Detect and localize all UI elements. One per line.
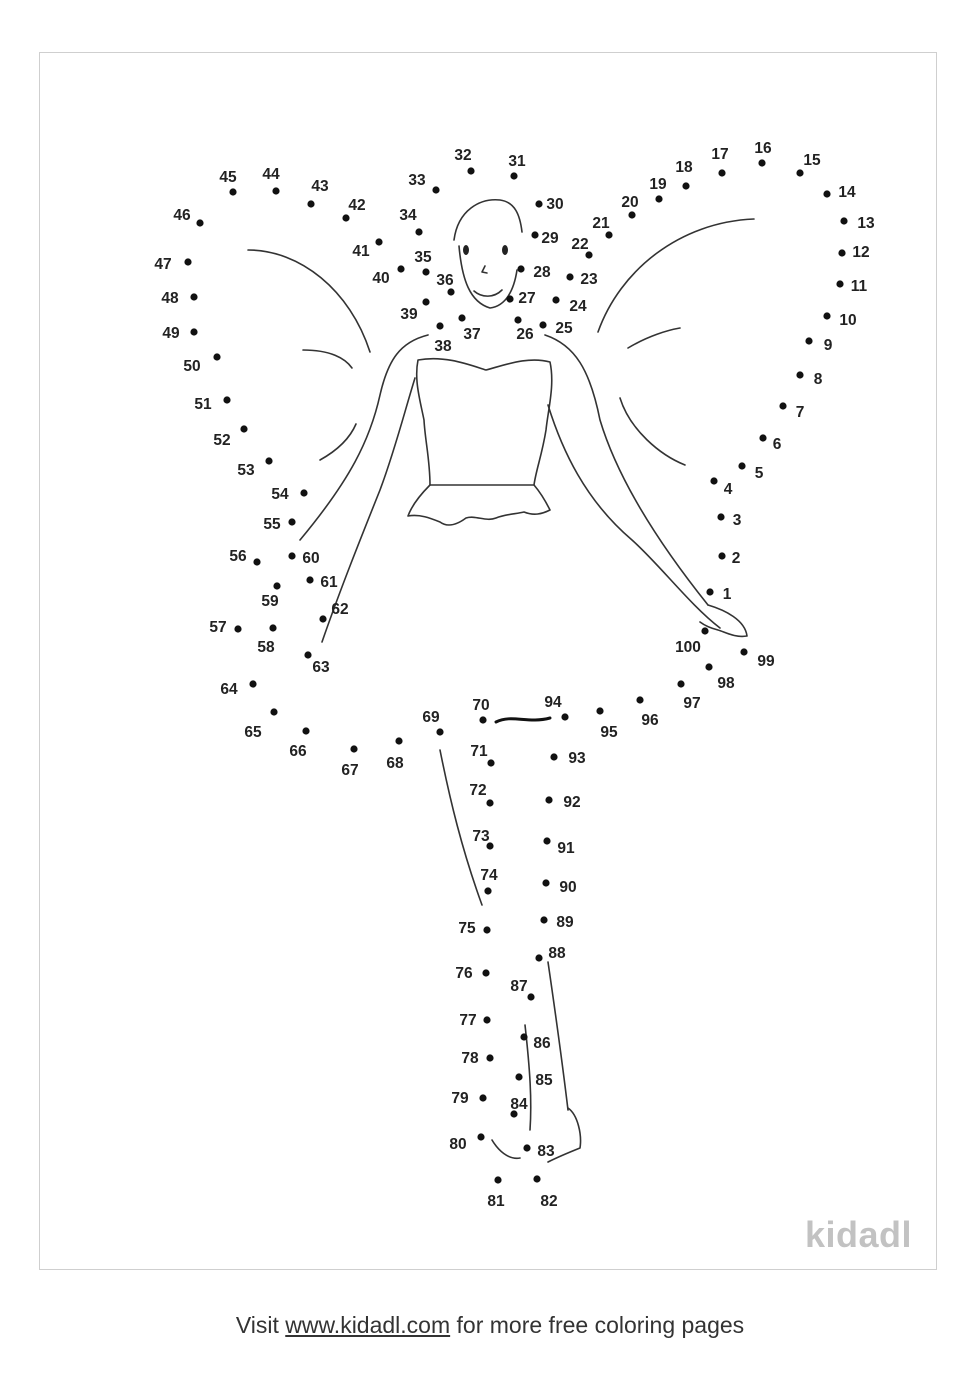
- dot-79: [479, 1094, 486, 1101]
- dot-51: [223, 396, 230, 403]
- dot-14: [823, 190, 830, 197]
- dot-label-79: 79: [451, 1090, 469, 1107]
- dot-label-83: 83: [537, 1143, 555, 1160]
- dot-label-27: 27: [518, 290, 536, 307]
- dot-96: [636, 696, 643, 703]
- dot-label-76: 76: [455, 965, 473, 982]
- dot-54: [300, 489, 307, 496]
- dot-label-7: 7: [795, 404, 805, 421]
- dot-21: [605, 231, 612, 238]
- dot-11: [836, 280, 843, 287]
- dot-8: [796, 371, 803, 378]
- dot-label-91: 91: [557, 840, 575, 857]
- dot-82: [533, 1175, 540, 1182]
- dot-99: [740, 648, 747, 655]
- dot-37: [458, 314, 465, 321]
- dot-label-99: 99: [757, 653, 775, 670]
- dot-12: [838, 249, 845, 256]
- dot-label-16: 16: [754, 140, 772, 157]
- dot-label-21: 21: [592, 215, 610, 232]
- dot-97: [677, 680, 684, 687]
- dot-61: [306, 576, 313, 583]
- right-arm-outer: [545, 335, 708, 605]
- right-wing-mid: [628, 328, 680, 348]
- dot-label-95: 95: [600, 724, 618, 741]
- dot-label-46: 46: [173, 207, 191, 224]
- dot-label-100: 100: [675, 639, 701, 656]
- dot-86: [520, 1033, 527, 1040]
- dot-6: [759, 434, 766, 441]
- dot-label-59: 59: [261, 593, 279, 610]
- left-wing-upper: [248, 250, 370, 352]
- dot-label-94: 94: [544, 694, 562, 711]
- dot-label-57: 57: [209, 619, 227, 636]
- dot-4: [710, 477, 717, 484]
- dot-9: [805, 337, 812, 344]
- dot-label-22: 22: [571, 236, 589, 253]
- dot-label-65: 65: [244, 724, 262, 741]
- dot-label-85: 85: [535, 1072, 553, 1089]
- dot-label-33: 33: [408, 172, 426, 189]
- dot-65: [270, 708, 277, 715]
- dot-label-4: 4: [723, 481, 733, 498]
- dot-label-8: 8: [813, 371, 823, 388]
- dot-89: [540, 916, 547, 923]
- dot-label-50: 50: [183, 358, 201, 375]
- dot-label-80: 80: [449, 1136, 467, 1153]
- fairy-outline: [248, 200, 754, 1162]
- dot-24: [552, 296, 559, 303]
- dot-56: [253, 558, 260, 565]
- dot-label-63: 63: [312, 659, 330, 676]
- dot-64: [249, 680, 256, 687]
- dot-label-44: 44: [262, 166, 280, 183]
- dot-label-29: 29: [541, 230, 559, 247]
- heel: [492, 1140, 520, 1158]
- dot-label-3: 3: [732, 512, 742, 529]
- dot-label-71: 71: [470, 743, 488, 760]
- dot-label-30: 30: [546, 196, 564, 213]
- dot-95: [596, 707, 603, 714]
- dot-label-11: 11: [850, 278, 868, 295]
- dot-76: [482, 969, 489, 976]
- dot-label-84: 84: [510, 1096, 528, 1113]
- dot-label-74: 74: [480, 867, 498, 884]
- dot-label-35: 35: [414, 249, 432, 266]
- dot-label-1: 1: [722, 586, 732, 603]
- dot-label-49: 49: [162, 325, 180, 342]
- dot-67: [350, 745, 357, 752]
- dot-label-51: 51: [194, 396, 212, 413]
- dot-label-32: 32: [454, 147, 472, 164]
- dot-29: [531, 231, 538, 238]
- dot-label-61: 61: [320, 574, 338, 591]
- dot-52: [240, 425, 247, 432]
- dot-48: [190, 293, 197, 300]
- skirt: [408, 485, 550, 525]
- dot-23: [566, 273, 573, 280]
- dot-label-68: 68: [386, 755, 404, 772]
- dot-90: [542, 879, 549, 886]
- dot-1: [706, 588, 713, 595]
- dot-2: [718, 552, 725, 559]
- left-eye: [463, 245, 469, 255]
- dot-label-66: 66: [289, 743, 307, 760]
- dot-label-5: 5: [754, 465, 764, 482]
- dot-label-37: 37: [463, 326, 481, 343]
- dot-98: [705, 663, 712, 670]
- dot-13: [840, 217, 847, 224]
- dot-label-43: 43: [311, 178, 329, 195]
- dot-label-89: 89: [556, 914, 574, 931]
- dot-label-45: 45: [219, 169, 237, 186]
- dot-60: [288, 552, 295, 559]
- dot-41: [375, 238, 382, 245]
- dot-100: [701, 627, 708, 634]
- dot-label-96: 96: [641, 712, 659, 729]
- dot-label-88: 88: [548, 945, 566, 962]
- dot-43: [307, 200, 314, 207]
- dot-label-62: 62: [331, 601, 349, 618]
- dot-label-23: 23: [580, 271, 598, 288]
- dot-label-67: 67: [341, 762, 359, 779]
- dot-label-42: 42: [348, 197, 366, 214]
- dot-label-82: 82: [540, 1193, 558, 1210]
- dot-label-60: 60: [302, 550, 320, 567]
- dot-label-40: 40: [372, 270, 390, 287]
- dot-18: [682, 182, 689, 189]
- dot-label-19: 19: [649, 176, 667, 193]
- dot-28: [517, 265, 524, 272]
- dot-70: [479, 716, 486, 723]
- dot-label-97: 97: [683, 695, 701, 712]
- dot-label-24: 24: [569, 298, 587, 315]
- dot-label-13: 13: [857, 215, 875, 232]
- dot-16: [758, 159, 765, 166]
- dot-25: [539, 321, 546, 328]
- dot-77: [483, 1016, 490, 1023]
- dot-33: [432, 186, 439, 193]
- dot-57: [234, 625, 241, 632]
- dot-label-55: 55: [263, 516, 281, 533]
- dot-62: [319, 615, 326, 622]
- dot-15: [796, 169, 803, 176]
- nose: [482, 266, 487, 273]
- dot-45: [229, 188, 236, 195]
- dot-label-38: 38: [434, 338, 452, 355]
- dot-3: [717, 513, 724, 520]
- dot-label-14: 14: [838, 184, 856, 201]
- footer-prefix: Visit: [235, 1312, 286, 1338]
- dot-53: [265, 457, 272, 464]
- dot-label-64: 64: [220, 681, 238, 698]
- dot-44: [272, 187, 279, 194]
- dot-label-47: 47: [154, 256, 172, 273]
- dot-label-86: 86: [533, 1035, 551, 1052]
- dot-40: [397, 265, 404, 272]
- dot-91: [543, 837, 550, 844]
- bodice: [417, 359, 552, 485]
- dot-46: [196, 219, 203, 226]
- dot-label-31: 31: [508, 153, 526, 170]
- dot-87: [527, 993, 534, 1000]
- dot-38: [436, 322, 443, 329]
- dot-47: [184, 258, 191, 265]
- dot-32: [467, 167, 474, 174]
- dot-label-34: 34: [399, 207, 417, 224]
- dot-80: [477, 1133, 484, 1140]
- waist-line: [496, 718, 550, 722]
- dot-label-81: 81: [487, 1193, 505, 1210]
- dot-66: [302, 727, 309, 734]
- dot-label-54: 54: [271, 486, 289, 503]
- dot-label-56: 56: [229, 548, 247, 565]
- dot-63: [304, 651, 311, 658]
- dot-label-39: 39: [400, 306, 418, 323]
- dot-72: [486, 799, 493, 806]
- dot-label-10: 10: [839, 312, 857, 329]
- dot-81: [494, 1176, 501, 1183]
- dot-34: [415, 228, 422, 235]
- dot-label-69: 69: [422, 709, 440, 726]
- dot-label-78: 78: [461, 1050, 479, 1067]
- dot-92: [545, 796, 552, 803]
- dot-label-17: 17: [711, 146, 729, 163]
- dot-label-18: 18: [675, 159, 693, 176]
- dot-label-77: 77: [459, 1012, 477, 1029]
- dot-label-26: 26: [516, 326, 534, 343]
- dot-label-25: 25: [555, 320, 573, 337]
- smile: [474, 290, 502, 296]
- dot-49: [190, 328, 197, 335]
- dot-label-20: 20: [621, 194, 639, 211]
- dot-39: [422, 298, 429, 305]
- right-wing-lower: [620, 398, 685, 465]
- left-wing-mid: [303, 350, 352, 368]
- dot-17: [718, 169, 725, 176]
- footer-website-link[interactable]: www.kidadl.com: [285, 1312, 451, 1338]
- dot-label-48: 48: [161, 290, 179, 307]
- dot-label-93: 93: [568, 750, 586, 767]
- dot-label-6: 6: [772, 436, 782, 453]
- dot-label-52: 52: [213, 432, 231, 449]
- dot-label-92: 92: [563, 794, 581, 811]
- dot-label-28: 28: [533, 264, 551, 281]
- dot-20: [628, 211, 635, 218]
- dot-label-72: 72: [469, 782, 487, 799]
- dot-71: [487, 759, 494, 766]
- dot-93: [550, 753, 557, 760]
- dot-label-87: 87: [510, 978, 528, 995]
- dot-58: [269, 624, 276, 631]
- dot-75: [483, 926, 490, 933]
- dot-42: [342, 214, 349, 221]
- left-wing-lower: [320, 424, 356, 460]
- right-eye: [502, 245, 508, 255]
- dot-69: [436, 728, 443, 735]
- dot-label-2: 2: [731, 550, 741, 567]
- dot-label-36: 36: [436, 272, 454, 289]
- dot-10: [823, 312, 830, 319]
- footer-text: [0, 1312, 980, 1339]
- dot-55: [288, 518, 295, 525]
- dot-88: [535, 954, 542, 961]
- dot-label-73: 73: [472, 828, 490, 845]
- dot-label-15: 15: [803, 152, 821, 169]
- dot-85: [515, 1073, 522, 1080]
- dot-83: [523, 1144, 530, 1151]
- left-arm-outer: [300, 335, 428, 540]
- dot-label-75: 75: [458, 920, 476, 937]
- right-arm-inner: [548, 405, 720, 628]
- dot-74: [484, 887, 491, 894]
- dot-7: [779, 402, 786, 409]
- dot-19: [655, 195, 662, 202]
- dot-31: [510, 172, 517, 179]
- dot-label-9: 9: [823, 337, 833, 354]
- dot-36: [447, 288, 454, 295]
- dot-label-53: 53: [237, 462, 255, 479]
- footer-suffix: for more free coloring pages: [450, 1312, 745, 1338]
- dot-78: [486, 1054, 493, 1061]
- numbered-dots: [154, 140, 875, 1210]
- dot-label-58: 58: [257, 639, 275, 656]
- dot-59: [273, 582, 280, 589]
- dot-50: [213, 353, 220, 360]
- dot-26: [514, 316, 521, 323]
- dot-35: [422, 268, 429, 275]
- dot-label-12: 12: [852, 244, 870, 261]
- right-wing-upper: [598, 219, 754, 332]
- dot-label-90: 90: [559, 879, 577, 896]
- dot-30: [535, 200, 542, 207]
- dot-label-70: 70: [472, 697, 490, 714]
- kidadl-logo: kidadl: [804, 1214, 912, 1255]
- dot-label-41: 41: [352, 243, 370, 260]
- dot-68: [395, 737, 402, 744]
- dot-27: [506, 295, 513, 302]
- hair-outline: [454, 200, 522, 240]
- right-leg-inner: [525, 1025, 531, 1130]
- dot-5: [738, 462, 745, 469]
- dot-label-98: 98: [717, 675, 735, 692]
- dot-94: [561, 713, 568, 720]
